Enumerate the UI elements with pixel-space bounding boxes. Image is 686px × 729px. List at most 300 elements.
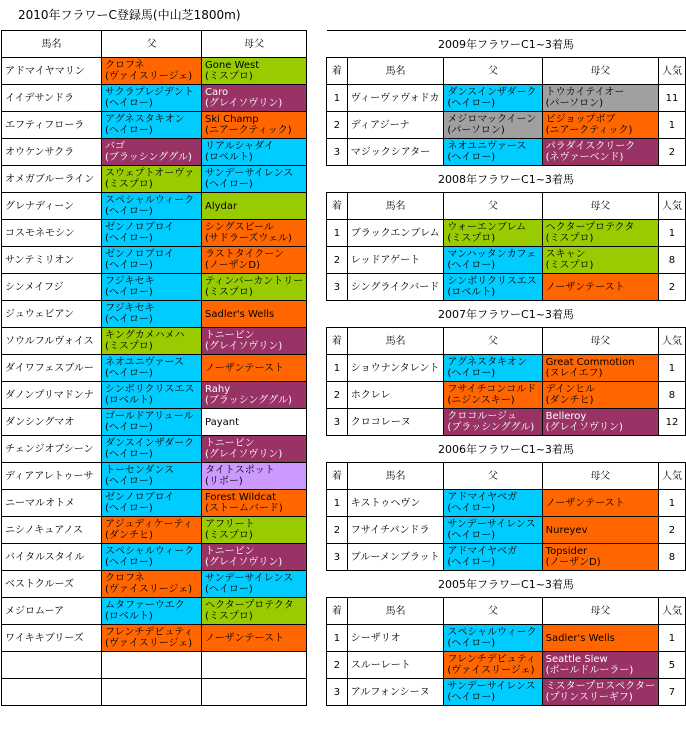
sire-cell-text [105,573,198,595]
finish-place: 3 [327,139,348,166]
empty-cell [102,652,202,679]
column-header: 母父 [542,598,658,625]
empty-row [2,652,307,679]
broodmare-sire-cell [542,544,658,571]
broodmare-sire-cell-text [546,141,655,163]
sire-cell-line1: スウェプトオーヴァ [105,168,195,179]
sire-cell-line1: スペシャルウィーク [105,195,195,206]
sire-cell-line1: ダンスインザダーク [105,438,195,449]
sire-cell-line2: (ヘイロー) [447,503,496,514]
table-row [2,490,307,517]
sire-cell-line1: フレンチデピュティ [447,654,536,665]
column-header: 馬名 [347,463,444,490]
broodmare-sire-cell-text [205,114,303,136]
sire-cell-text [447,546,538,568]
sire-cell-text [447,627,538,649]
broodmare-sire-cell-line1: トニービン [205,546,255,557]
sire-cell-line1: サンデーサイレンス [447,519,536,530]
finish-place: 1 [327,625,348,652]
broodmare-sire-cell-text [546,282,655,293]
sire-cell [444,85,542,112]
table-row [2,139,307,166]
table-row [2,85,307,112]
section-title-row [327,31,686,58]
sire-cell-line1: スペシャルウィーク [105,546,195,557]
results-header-row [327,328,686,355]
sire-cell-line1: シンボリクリスエス [105,384,195,395]
column-header: 母父 [542,193,658,220]
sire-cell-line2: (ヘイロー) [105,449,153,460]
table-row [2,220,307,247]
table-row [327,112,686,139]
sire-cell-text [105,627,198,649]
section-title-row [327,436,686,463]
broodmare-sire-cell-line1: ミスタープロスペクター [545,681,655,692]
broodmare-sire-cell-text [205,168,303,190]
popularity: 1 [658,112,685,139]
table-row [327,139,686,166]
popularity: 12 [658,409,685,436]
broodmare-sire-cell-text [546,114,655,136]
broodmare-sire-cell-line1: Sadler's Wells [545,632,615,644]
broodmare-sire-cell-line1: ビジョップボブ [545,114,616,125]
table-row [327,220,686,247]
broodmare-sire-cell [542,139,658,166]
horse-name: ワイキキブリーズ [2,625,102,652]
sire-cell-line1: クロフネ [105,573,145,584]
sire-cell [102,112,202,139]
broodmare-sire-cell-text [205,546,303,568]
sire-cell-line1: フジキセキ [105,303,155,314]
sire-cell-line1: スペシャルウィーク [447,627,537,638]
column-header: 着 [327,193,348,220]
broodmare-sire-cell-text [546,681,655,703]
sire-cell-line1: シンボリクリスエス [447,276,537,287]
broodmare-sire-cell-line1: サンデーサイレンス [205,573,294,584]
table-row [2,625,307,652]
sire-cell [444,409,542,436]
broodmare-sire-cell [202,625,307,652]
popularity: 8 [658,544,685,571]
sire-cell-line1: ダンスインザダーク [447,87,537,98]
broodmare-sire-cell [202,517,307,544]
broodmare-sire-cell-line1: ノーザンテースト [205,362,284,374]
table-row [327,490,686,517]
sire-cell-text [105,222,198,244]
sire-cell-text [105,600,198,622]
sire-cell [444,517,542,544]
broodmare-sire-cell [202,436,307,463]
broodmare-sire-cell-line1: アフリート [205,519,255,530]
sire-cell [102,85,202,112]
empty-row [2,679,307,706]
column-header: 父 [444,463,542,490]
sire-cell-text [105,411,198,433]
sire-cell [444,112,542,139]
popularity: 1 [658,355,685,382]
horse-name: シーザリオ [347,625,444,652]
sire-cell-text [447,357,538,379]
broodmare-sire-cell-line2: (ネヴァーベンド) [545,152,624,163]
sire-cell-line2: (ヘイロー) [105,98,153,109]
finish-place: 3 [327,544,348,571]
finish-place: 2 [327,247,348,274]
sire-cell-line2: (ヘイロー) [447,638,496,649]
sire-cell [444,544,542,571]
sire-cell [102,517,202,544]
horse-name: ダノンプリマドンナ [2,382,102,409]
sire-cell-text [447,654,538,676]
sire-cell-line1: フレンチデピュティ [105,627,194,638]
sire-cell-line2: (ヘイロー) [105,422,153,433]
table-row [327,544,686,571]
popularity: 8 [658,382,685,409]
sire-cell-text [105,87,198,109]
broodmare-sire-cell-line2: (ヘイロー) [205,179,253,190]
broodmare-sire-cell-line1: ティンバーカントリー [205,276,304,287]
broodmare-sire-cell-line2: (ノーザンD) [205,260,261,271]
sire-cell-text [447,222,538,244]
sire-cell-line2: (ヘイロー) [447,260,496,271]
broodmare-sire-cell [202,112,307,139]
broodmare-sire-cell-line1: トウカイテイオー [545,87,625,98]
sire-cell-line2: (ヘイロー) [105,368,153,379]
table-row [2,166,307,193]
horse-name: チェンジオブシーン [2,436,102,463]
sire-cell-line2: (ヴァイスリージェ) [105,638,193,649]
sire-cell-line2: (ロベルト) [105,395,153,406]
sire-cell-text [447,681,538,703]
sire-cell-line1: アグネスタキオン [447,357,527,368]
sire-cell [102,166,202,193]
broodmare-sire-cell-line1: タイトスポット [205,465,275,476]
sire-cell-line1: フサイチコンコルド [447,384,537,395]
table-row [327,625,686,652]
sire-cell [102,301,202,328]
column-header: 母父 [542,58,658,85]
sire-cell [102,220,202,247]
broodmare-sire-cell-line1: サンデーサイレンス [205,168,294,179]
sire-cell [102,598,202,625]
table-row [2,571,307,598]
sire-cell-text [447,114,538,136]
broodmare-sire-cell-text [546,249,655,271]
sire-cell-line2: (ヘイロー) [105,476,153,487]
sire-cell [102,247,202,274]
broodmare-sire-cell-line2: (グレイソヴリン) [205,557,283,568]
broodmare-sire-cell-line1: Rahy [205,384,231,395]
section-title-row [327,571,686,598]
broodmare-sire-cell-line2: (リボー) [205,476,243,487]
horse-name: クロコレーヌ [347,409,444,436]
broodmare-sire-cell-text [546,87,655,109]
sire-cell [444,625,542,652]
sire-cell [444,679,542,706]
horse-name: ジュウェビアン [2,301,102,328]
sire-cell [444,220,542,247]
broodmare-sire-cell-text [205,519,303,541]
horse-name: ブルーメンブラット [347,544,444,571]
broodmare-sire-cell-text [205,417,303,428]
finish-place: 2 [327,382,348,409]
horse-name: シンメイフジ [2,274,102,301]
broodmare-sire-cell-text [205,573,303,595]
broodmare-sire-cell-line1: トニービン [205,330,255,341]
broodmare-sire-cell-text [546,546,655,568]
broodmare-sire-cell-line2: (ミスプロ) [205,530,253,541]
sire-cell-text [105,276,198,298]
broodmare-sire-cell-text [205,201,303,212]
broodmare-sire-cell-text [205,249,303,271]
results-header-row [327,598,686,625]
sire-cell-line1: アドマイヤベガ [447,492,518,503]
broodmare-sire-cell-text [546,384,655,406]
broodmare-sire-cell-line1: ノーザンテースト [545,281,625,293]
sire-cell-text [447,276,538,298]
broodmare-sire-cell-line2: (ロベルト) [205,152,253,163]
sire-cell-line2: (ヘイロー) [447,368,496,379]
table-row [2,598,307,625]
sire-cell [102,409,202,436]
broodmare-sire-cell [202,301,307,328]
broodmare-sire-cell-line1: ラストタイクーン [205,249,285,260]
sire-cell-text [447,141,538,163]
sire-cell-text [105,492,198,514]
broodmare-sire-cell [202,220,307,247]
sire-cell-line2: (ニジンスキー) [447,395,515,406]
sire-cell-line1: アドマイヤベガ [447,546,518,557]
sire-cell-line2: (ダンチヒ) [105,530,153,541]
column-header: 人気 [658,598,685,625]
sire-cell-text [105,114,198,136]
broodmare-sire-cell [542,85,658,112]
sire-cell-line2: (ブラッシンググル) [447,422,535,433]
column-header: 父 [444,58,542,85]
horse-name: アドマイヤマリン [2,58,102,85]
broodmare-sire-cell-text [205,222,303,244]
table-row [327,85,686,112]
registrants-table [1,30,307,706]
sire-cell-line1: バゴ [105,141,125,152]
broodmare-sire-cell [202,598,307,625]
broodmare-sire-cell-line1: Payant [205,416,240,428]
sire-cell-line1: ゼンノロブロイ [105,492,175,503]
sire-cell-line1: ゴールドアリュール [105,411,194,422]
finish-place: 1 [327,490,348,517]
broodmare-sire-cell-line1: リアルシャダイ [205,141,274,152]
sire-cell-line1: キングカメハメハ [105,330,185,341]
results-header-row [327,463,686,490]
sire-cell-line2: (ヘイロー) [105,233,153,244]
sire-cell-line2: (ヘイロー) [447,557,496,568]
page-title: 2010年フラワーC登録馬(中山芝1800m) [18,8,241,22]
broodmare-sire-cell-text [546,654,655,676]
broodmare-sire-cell-text [546,411,655,433]
sire-cell-text [105,465,198,487]
sire-cell-text [447,519,538,541]
broodmare-sire-cell-text [205,141,303,163]
broodmare-sire-cell [542,382,658,409]
broodmare-sire-cell [202,274,307,301]
horse-name: イイデサンドラ [2,85,102,112]
popularity: 1 [658,490,685,517]
sire-cell-line1: マンハッタンカフェ [447,249,537,260]
column-header: 着 [327,328,348,355]
broodmare-sire-cell-line2: (ブラッシンググル) [205,395,292,406]
table-row [327,517,686,544]
empty-cell [202,652,307,679]
broodmare-sire-cell-line2: (ミスプロ) [545,260,594,271]
sire-cell-line2: (ヘイロー) [447,98,496,109]
horse-name: ヴィーヴァヴォドカ [347,85,444,112]
column-header: 父 [102,31,202,58]
finish-place: 2 [327,112,348,139]
finish-place: 2 [327,652,348,679]
finish-place: 1 [327,220,348,247]
broodmare-sire-cell-text [205,465,303,487]
sire-cell-line2: (ミスプロ) [447,233,496,244]
sire-cell-line1: アジュディケーティ [105,519,193,530]
broodmare-sire-cell-text [546,357,655,379]
sire-cell [444,490,542,517]
sire-cell-line2: (ヘイロー) [447,530,496,541]
sire-cell-text [447,249,538,271]
broodmare-sire-cell-line1: Ski Champ [205,114,259,125]
broodmare-sire-cell-text [205,600,303,622]
broodmare-sire-cell-line1: ヘクタープロテクタ [545,222,635,233]
section-title: 2009年フラワーC1~3着馬 [327,31,686,58]
sire-cell-line1: ゼンノロブロイ [105,249,175,260]
table-row [2,193,307,220]
column-header: 着 [327,463,348,490]
horse-name: ニーマルオトメ [2,490,102,517]
broodmare-sire-cell [202,409,307,436]
broodmare-sire-cell-line1: Seattle Slew [545,654,608,665]
broodmare-sire-cell-line2: (パーソロン) [545,98,604,109]
broodmare-sire-cell [202,328,307,355]
registrants-header-row [2,31,307,58]
sire-cell [102,490,202,517]
broodmare-sire-cell-line2: (ミスプロ) [545,233,594,244]
broodmare-sire-cell [202,193,307,220]
finish-place: 3 [327,409,348,436]
sire-cell-text [105,168,198,190]
horse-name: メジロムーア [2,598,102,625]
column-header: 人気 [658,463,685,490]
table-row [2,58,307,85]
column-header: 人気 [658,193,685,220]
sire-cell [444,247,542,274]
sire-cell-text [105,195,198,217]
broodmare-sire-cell [542,274,658,301]
table-row [327,409,686,436]
table-row [2,355,307,382]
column-header: 母父 [542,328,658,355]
sire-cell [444,355,542,382]
column-header: 馬名 [347,193,444,220]
broodmare-sire-cell [202,355,307,382]
broodmare-sire-cell-line2: (ニアークティック) [205,125,292,136]
horse-name: エフティフローラ [2,112,102,139]
broodmare-sire-cell [542,409,658,436]
sire-cell-text [105,384,198,406]
sire-cell-line1: クロフネ [105,60,145,71]
horse-name: ダンシングマオ [2,409,102,436]
sire-cell-line1: サンデーサイレンス [447,681,536,692]
broodmare-sire-cell-line1: ヘクタープロテクタ [205,600,294,611]
sire-cell [102,571,202,598]
broodmare-sire-cell-line1: ノーザンテースト [205,632,284,644]
broodmare-sire-cell [202,85,307,112]
column-header: 父 [444,193,542,220]
popularity: 2 [658,274,685,301]
sire-cell-line2: (ヴァイスリージェ) [447,665,535,676]
broodmare-sire-cell-line2: (ヌレイエフ) [545,368,603,379]
horse-name: マジックシアター [347,139,444,166]
broodmare-sire-cell [542,490,658,517]
horse-name: ディアアレトゥーサ [2,463,102,490]
broodmare-sire-cell-line1: シングスピール [205,222,274,233]
column-header: 馬名 [347,598,444,625]
sire-cell [444,652,542,679]
broodmare-sire-cell [542,220,658,247]
sire-cell [102,58,202,85]
sire-cell [102,625,202,652]
broodmare-sire-cell-line1: スキャン [545,249,586,260]
horse-name: ホクレレ [347,382,444,409]
sire-cell-text [105,249,198,271]
broodmare-sire-cell-text [205,330,303,352]
sire-cell-line2: (ロベルト) [105,611,153,622]
broodmare-sire-cell-text [546,222,655,244]
sire-cell-line2: (ヘイロー) [105,125,153,136]
sire-cell [102,355,202,382]
sire-cell-line1: フジキセキ [105,276,155,287]
sire-cell-text [447,411,538,433]
broodmare-sire-cell [202,571,307,598]
sire-cell-line2: (ヴァイスリージェ) [105,584,193,595]
table-row [2,382,307,409]
broodmare-sire-cell [202,247,307,274]
broodmare-sire-cell-line2: (ボールドルーラー) [545,665,634,676]
sire-cell-text [447,384,538,406]
sire-cell [102,193,202,220]
broodmare-sire-cell-text [546,525,655,536]
broodmare-sire-cell-line1: デインヒル [545,384,595,395]
broodmare-sire-cell-line1: ノーザンテースト [545,497,625,509]
sire-cell-text [105,303,198,325]
broodmare-sire-cell-line2: (ストームバード) [205,503,283,514]
sire-cell-text [447,492,538,514]
table-row [327,679,686,706]
sire-cell-line2: (ヘイロー) [105,557,153,568]
empty-cell [2,652,102,679]
broodmare-sire-cell [202,463,307,490]
horse-name: ソウルフルヴォイス [2,328,102,355]
horse-name: フサイチパンドラ [347,517,444,544]
table-row [2,409,307,436]
column-header: 母父 [202,31,307,58]
broodmare-sire-cell-line1: Forest Wildcat [205,492,276,503]
broodmare-sire-cell-line2: (ミスプロ) [205,71,253,82]
broodmare-sire-cell [202,166,307,193]
section-title: 2006年フラワーC1~3着馬 [327,436,686,463]
broodmare-sire-cell [542,679,658,706]
column-header: 父 [444,598,542,625]
broodmare-sire-cell-text [205,60,303,82]
broodmare-sire-cell-text [205,276,303,298]
broodmare-sire-cell-line2: (ダンチヒ) [545,395,594,406]
